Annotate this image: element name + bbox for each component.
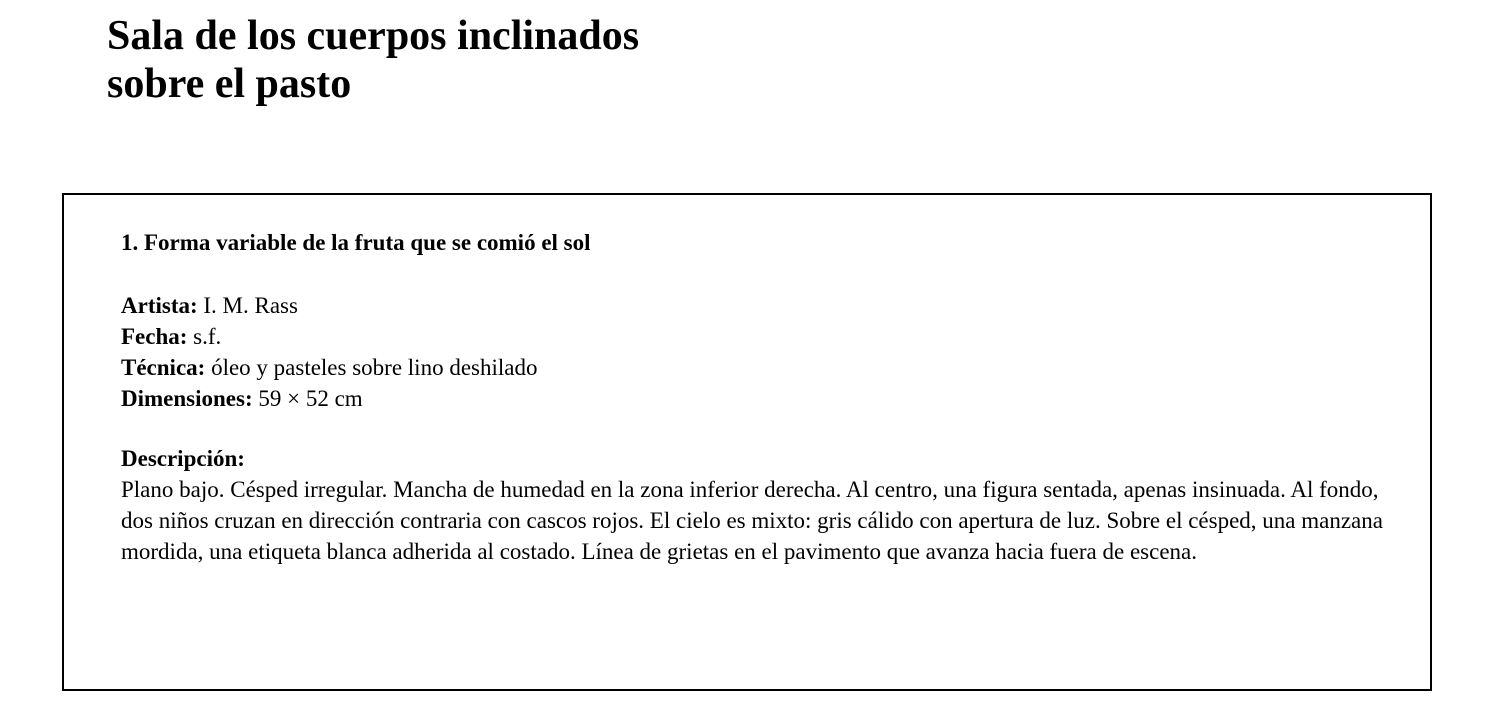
artwork-card (62, 193, 1432, 691)
date-label: Fecha: (121, 324, 188, 349)
date-row (121, 321, 1401, 352)
artwork-metadata (121, 290, 1401, 414)
technique-value: óleo y pasteles sobre lino deshilado (211, 355, 538, 380)
page-title (107, 12, 727, 108)
dimensions-label: Dimensiones: (121, 386, 253, 411)
technique-label: Técnica: (121, 355, 206, 380)
artwork-title: 1. Forma variable de la fruta que se comió el sol (121, 230, 591, 255)
date-value: s.f. (193, 324, 222, 349)
artist-value: I. M. Rass (203, 293, 298, 318)
description-text: Plano bajo. Césped irregular. Mancha de humedad en la zona inferior derecha. Al centro, una figura sentada, apenas insinuada. Al fondo, dos niños cruzan en dirección contraria con cascos rojos. El cielo es mixto: gris cálido con apertura de luz. Sobre el césped, una manzana mordida, una etiqueta blanca adherida al costado. Línea de grietas en el pavimento que avanza hacia fuera de escena. (121, 477, 1383, 564)
artist-row (121, 290, 1401, 321)
dimensions-value: 59 × 52 cm (258, 386, 363, 411)
artist-label: Artista: (121, 293, 198, 318)
page-title-line-2: sobre el pasto (107, 61, 352, 107)
technique-row (121, 352, 1401, 383)
description-label: Descripción: (121, 446, 245, 471)
dimensions-row (121, 383, 1401, 414)
artwork-description (121, 443, 1416, 567)
page-title-line-1: Sala de los cuerpos inclinados (107, 13, 640, 59)
